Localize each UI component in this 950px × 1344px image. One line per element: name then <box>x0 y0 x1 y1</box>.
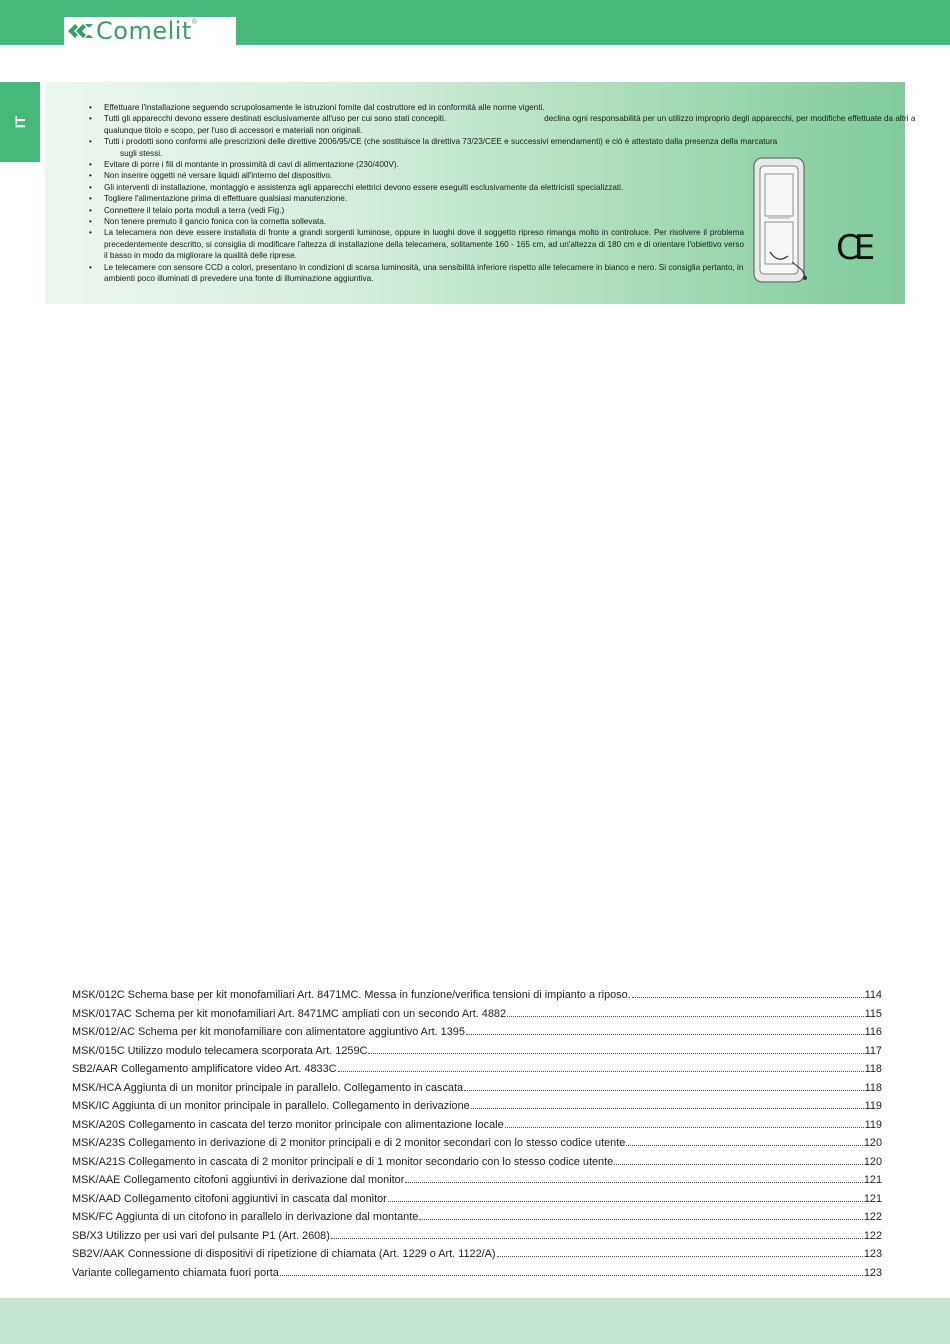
warning-item: • Connettere il telaio porta moduli a terra (vedi Fig.) <box>89 205 929 216</box>
language-label: IT <box>11 115 28 129</box>
brand-name: Comelit <box>96 17 192 45</box>
brand-registered-mark: ® <box>191 19 198 26</box>
language-tab <box>0 82 40 162</box>
warning-item: • Le telecamere con sensore CCD a colori, presentano in condizioni di scarsa luminosità, una sensibilità inferiore rispetto alle telecamere in bianco e nero. Si consiglia pertanto, in ambienti poco illuminati di prevedere una fonte di illuminazione aggiuntiva. <box>89 262 744 285</box>
toc-entry[interactable]: MSK/015C Utilizzo modulo telecamera scorporata Art. 1259C 117 <box>72 1044 882 1057</box>
toc-entry[interactable]: SB/X3 Utilizzo per usi vari del pulsante P1 (Art. 2608) 122 <box>72 1229 882 1242</box>
warning-item: • Togliere l'alimentazione prima di effettuare qualsiasi manutenzione. <box>89 193 929 204</box>
ce-marking: CE <box>836 228 870 268</box>
footer-bar <box>0 1298 950 1344</box>
toc-entry[interactable]: MSK/012/AC Schema per kit monofamiliare con alimentatore aggiuntivo Art. 1395 116 <box>72 1026 882 1038</box>
toc-entry[interactable]: SB2/AAR Collegamento amplificatore video Art. 4833C 118 <box>72 1063 882 1075</box>
warning-item: • Non tenere premuto il gancio fonica con la cornetta sollevata. <box>89 216 929 227</box>
toc-entry[interactable]: MSK/012C Schema base per kit monofamiliari Art. 8471MC. Messa in funzione/verifica tensioni di impianto a riposo. 114 <box>72 989 882 1001</box>
toc-entry[interactable]: MSK/AAE Collegamento citofoni aggiuntivi in derivazione dal monitor 121 <box>72 1174 882 1186</box>
warning-item: • Tutti gli apparecchi devono essere destinati esclusivamente all'uso per cui sono stati concepiti. declina ogni responsabilità per un utilizzo improprio degli apparecchi, per modifiche effettuate da altri a qualunque titolo e scopo, per l'uso di accessori e materiali non originali. <box>89 113 929 136</box>
warning-item: • Tutti i prodotti sono conformi alle prescrizioni delle direttive 2006/95/CE (che sostituisce la direttiva 73/23/CEE e successivi emendamenti) e ciò è attestato dalla presenza della marcatura sugli stessi. <box>89 136 929 159</box>
warning-item: • Evitare di porre i fili di montante in prossimità di cavi di alimentazione (230/400V). <box>89 159 929 170</box>
table-of-contents <box>72 988 882 1284</box>
warning-item: • Non inserire oggetti né versare liquidi all'interno del dispositivo. <box>89 170 929 181</box>
warning-item: • La telecamera non deve essere installata di fronte a grandi sorgenti luminose, oppure in luoghi dove il soggetto ripreso rimanga molto in controluce. Per risolvere il problema precedentemente descritto, si consiglia di modificare l'altezza di installazione della telecamera, solitamente 160 - 165 cm, ad un'altezza di 180 cm e di orientare l'obiettivo verso il basso in modo da migliorare la qualità delle riprese. <box>89 227 744 261</box>
comelit-logo-icon <box>68 21 94 41</box>
toc-entry[interactable]: MSK/A23S Collegamento in derivazione di 2 monitor principali e di 2 monitor secondari con lo stesso codice utente 120 <box>72 1137 882 1149</box>
toc-entry[interactable]: MSK/A21S Collegamento in cascata di 2 monitor principali e di 1 monitor secondario con lo stesso codice utente 120 <box>72 1155 882 1168</box>
brand-logo <box>64 17 236 45</box>
toc-entry[interactable]: SB2V/AAK Connessione di dispositivi di ripetizione di chiamata (Art. 1229 o Art. 1122/A) 123 <box>72 1248 882 1260</box>
warning-item: • Gli interventi di installazione, montaggio e assistenza agli apparecchi elettrici devono essere eseguiti esclusivamente da elettricisti specializzati. <box>89 182 929 193</box>
toc-entry[interactable]: MSK/HCA Aggiunta di un monitor principale in parallelo. Collegamento in cascata 118 <box>72 1081 882 1094</box>
module-frame-illustration <box>748 152 818 292</box>
toc-entry[interactable]: MSK/A20S Collegamento in cascata del terzo monitor principale con alimentazione locale 119 <box>72 1118 882 1131</box>
toc-entry[interactable]: MSK/IC Aggiunta di un monitor principale in parallelo. Collegamento in derivazione 119 <box>72 1100 882 1112</box>
toc-entry[interactable]: MSK/017AC Schema per kit monofamiliari Art. 8471MC ampliati con un secondo Art. 4882 115 <box>72 1007 882 1020</box>
warning-item: • Effettuare l'installazione seguendo scrupolosamente le istruzioni fornite dal costruttore ed in conformità alle norme vigenti. <box>89 102 929 113</box>
toc-entry[interactable]: MSK/FC Aggiunta di un citofono in parallelo in derivazione dal montante 122 <box>72 1211 882 1223</box>
toc-entry[interactable]: MSK/AAD Collegamento citofoni aggiuntivi in cascata dal monitor 121 <box>72 1192 882 1205</box>
toc-entry[interactable]: Variante collegamento chiamata fuori porta 123 <box>72 1266 882 1279</box>
